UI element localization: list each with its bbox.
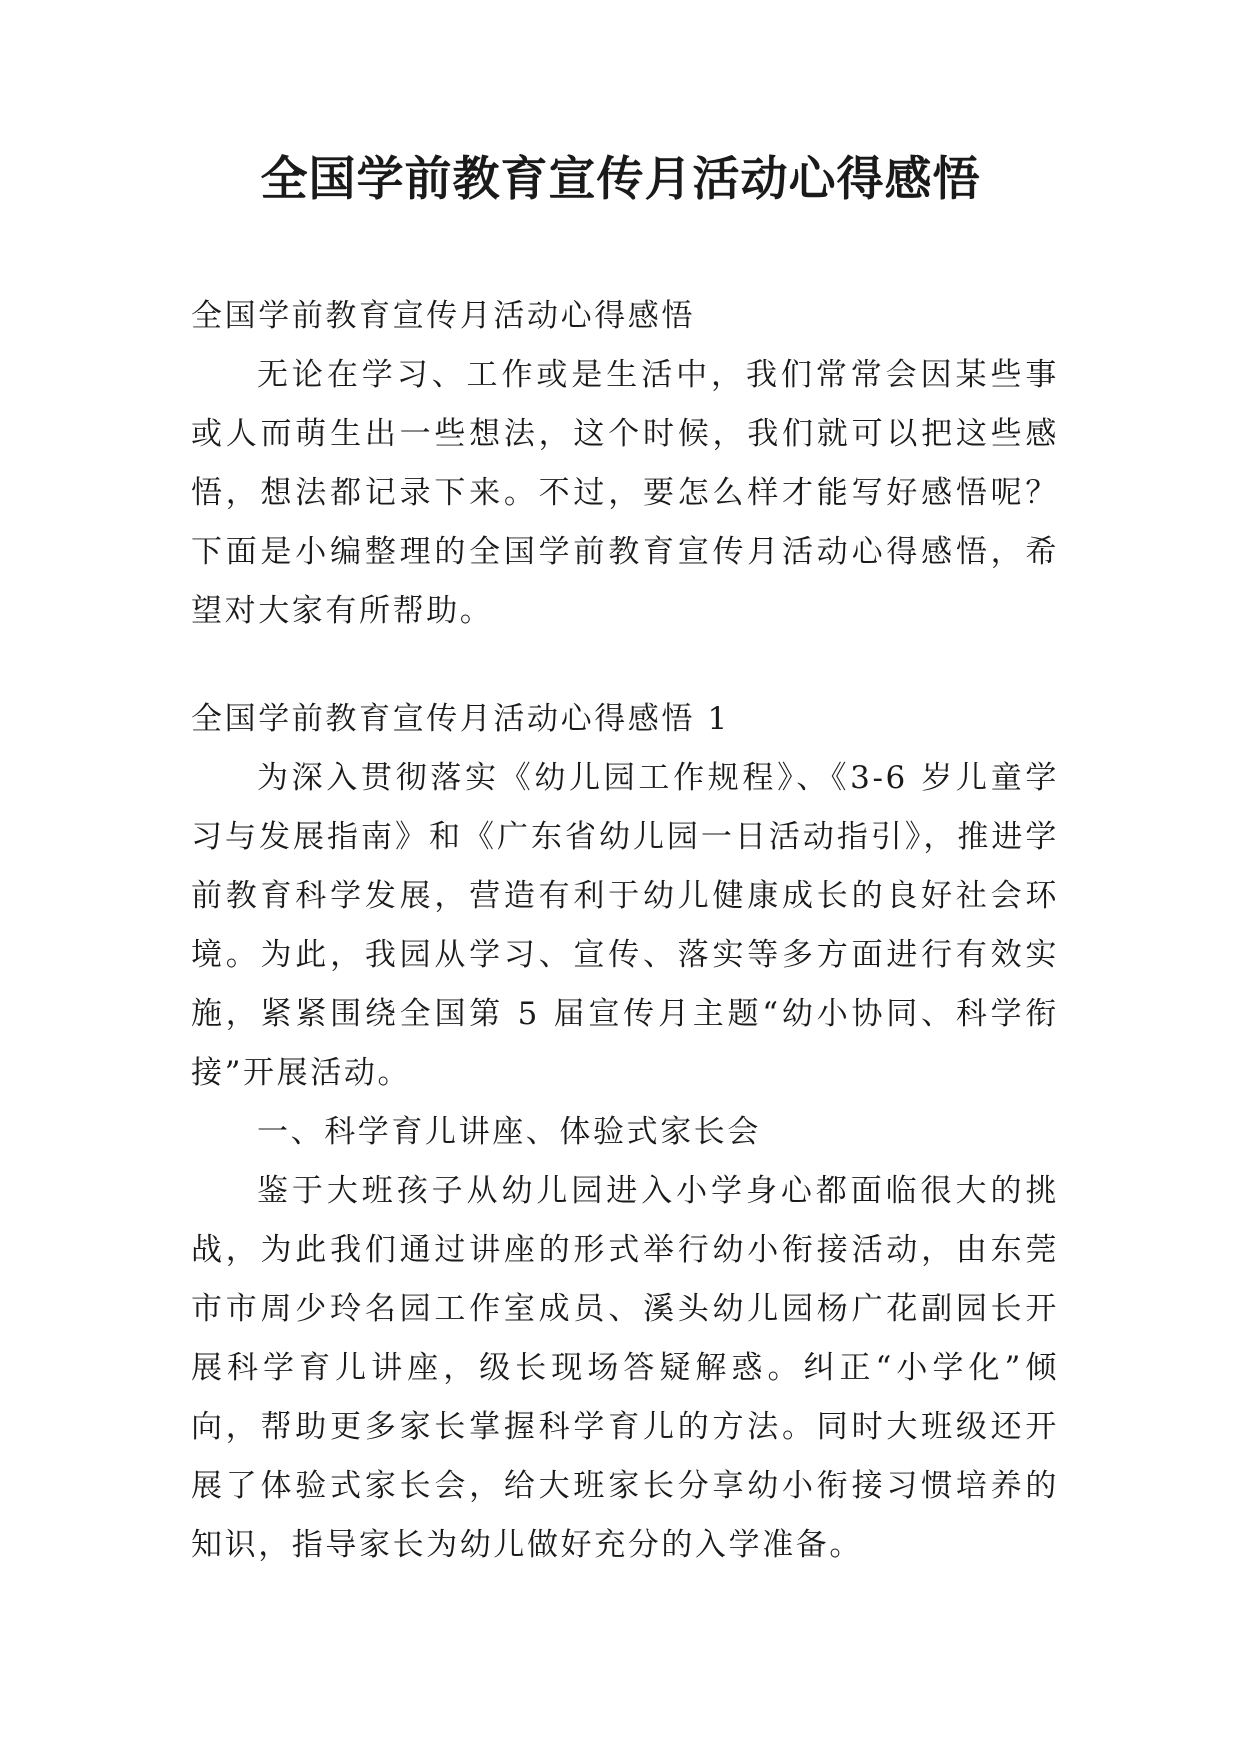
subheading-lecture: 一、科学育儿讲座、体验式家长会 — [257, 1114, 761, 1150]
lecture-paragraph: 鉴于大班孩子从幼儿园进入小学身心都面临很大的挑战，为此我们通过讲座的形式举行幼小衔接活动，由东莞市市周少玲名园工作室成员、溪头幼儿园杨广花副园长开展科学育儿讲座，级长现场答疑解惑。纠正“小学化”倾向，帮助更多家长掌握科学育儿的方法。同时大班级还开展了体验式家长会，给大班家长分享幼小衔接习惯培养的知识，指导家长为幼儿做好充分的入学准备。 — [191, 1173, 1059, 1563]
document-title: 全国学前教育宣传月活动心得感悟 — [260, 152, 981, 207]
section-1 — [191, 690, 1059, 1575]
intro-section — [191, 287, 1059, 641]
section-1-paragraph: 为深入贯彻落实《幼儿园工作规程》、《3-6 岁儿童学习与发展指南》和《广东省幼儿园一日活动指引》，推进学前教育科学发展，营造有利于幼儿健康成长的良好社会环境。为此，我园从学习、宣传、落实等多方面进行有效实施，紧紧围绕全国第 5 届宣传月主题“幼小协同、科学衔接”开展活动。 — [191, 760, 1059, 1091]
intro-heading: 全国学前教育宣传月活动心得感悟 — [191, 298, 695, 334]
section-1-heading: 全国学前教育宣传月活动心得感悟 1 — [191, 701, 730, 737]
intro-paragraph: 无论在学习、工作或是生活中，我们常常会因某些事或人而萌生出一些想法，这个时候，我们就可以把这些感悟，想法都记录下来。不过，要怎么样才能写好感悟呢？下面是小编整理的全国学前教育宣传月活动心得感悟，希望对大家有所帮助。 — [191, 357, 1059, 629]
